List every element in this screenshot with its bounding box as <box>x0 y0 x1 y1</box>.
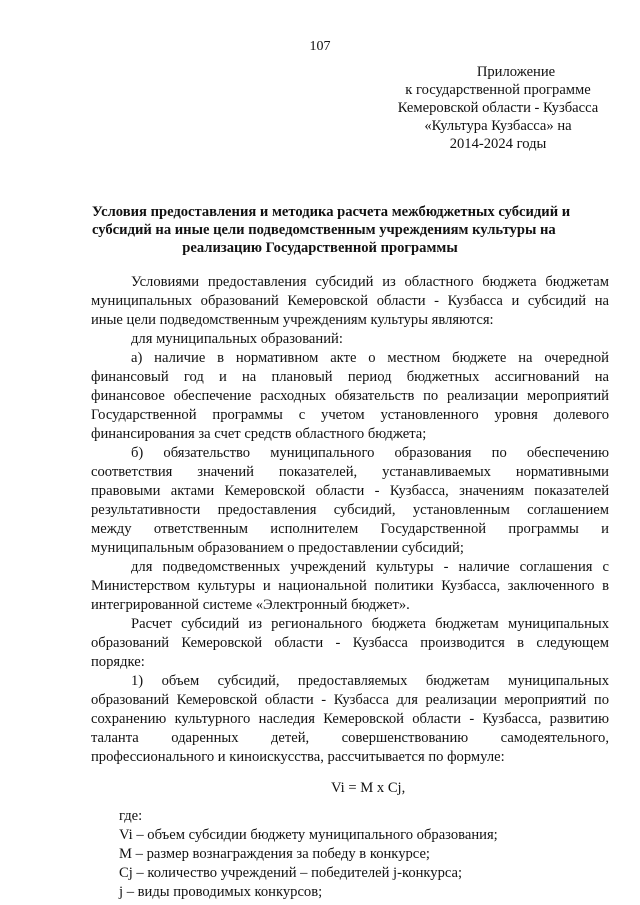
paragraph-line: порядке: <box>91 654 145 670</box>
paragraph-line: правовыми актами Кемеровской области - Кузбасса, значениям показателей <box>91 483 609 499</box>
definition-item: j – виды проводимых конкурсов; <box>119 884 323 900</box>
paragraph-line: образований Кемеровской области - Кузбасса производится в следующем <box>91 635 609 651</box>
paragraph-line: муниципальных образований Кемеровской области - Кузбасса и субсидий на <box>91 293 609 309</box>
paragraph-line: интегрированной системе «Электронный бюджет». <box>91 597 410 613</box>
paragraph-line: сохранению культурного наследия Кемеровской области - Кузбасса, развитию <box>91 711 609 727</box>
paragraph-line: для муниципальных образований: <box>131 331 343 347</box>
paragraph-line: результативности предоставления субсидий, установленным соглашением <box>91 502 609 518</box>
paragraph-line: 1) объем субсидий, предоставляемых бюджетам муниципальных <box>131 673 609 689</box>
definition-item: Vi – объем субсидии бюджету муниципального образования; <box>119 827 498 843</box>
page-number: 107 <box>309 39 331 54</box>
paragraph-line: профессионального и киноискусства, рассчитывается по формуле: <box>91 749 505 765</box>
definition-item: M – размер вознаграждения за победу в конкурсе; <box>119 846 430 862</box>
where-label: где: <box>119 808 143 824</box>
paragraph-line: финансирования за счет средств областного бюджета; <box>91 426 427 442</box>
paragraph-line: Государственной программы с учетом установленного уровня долевого <box>91 407 609 423</box>
paragraph-line: для подведомственных учреждений культуры - наличие соглашения с <box>131 559 609 575</box>
paragraph-line: Министерством культуры и национальной политики Кузбасса, заключенного в <box>91 578 609 594</box>
paragraph-line: образований Кемеровской области - Кузбасса для реализации мероприятий по <box>91 692 609 708</box>
document-body <box>91 273 609 902</box>
paragraph-line: таланта одаренных детей, совершенствованию самодеятельного, <box>91 730 609 746</box>
definition-item: Cj – количество учреждений – победителей j-конкурса; <box>119 865 463 881</box>
appendix-line: 2014-2024 годы <box>449 136 547 152</box>
appendix-line: «Культура Кузбасса» на <box>424 118 572 134</box>
formula: Vi = M x Cj, <box>331 780 406 796</box>
paragraph-line: иные цели подведомственным учреждениям культуры являются: <box>91 312 494 328</box>
paragraph-line: Условиями предоставления субсидий из областного бюджета бюджетам <box>131 274 609 290</box>
paragraph-line: б) обязательство муниципального образования по обеспечению <box>131 445 609 461</box>
appendix-block <box>378 63 618 153</box>
document-title <box>92 203 571 257</box>
paragraph-line: Расчет субсидий из регионального бюджета бюджетам муниципальных <box>131 616 609 632</box>
appendix-line: к государственной программе <box>405 82 591 98</box>
paragraph-line: соответствия значений показателей, устанавливаемых нормативными <box>91 464 609 480</box>
title-line: субсидий на иные цели подведомственным учреждениям культуры на <box>92 222 556 238</box>
appendix-line: Кемеровской области - Кузбасса <box>397 100 599 116</box>
paragraph-line: финансовое обеспечение расходных обязательств по реализации мероприятий <box>91 388 609 404</box>
paragraph-line: а) наличие в нормативном акте о местном бюджете на очередной <box>131 350 609 366</box>
paragraph-line: между ответственным исполнителем Государственной программы и <box>91 521 609 537</box>
title-line: Условия предоставления и методика расчета межбюджетных субсидий и <box>92 204 571 220</box>
title-line: реализацию Государственной программы <box>182 240 458 256</box>
paragraph-line: муниципальным образованием о предоставлении субсидий; <box>91 540 464 556</box>
paragraph-line: финансовый год и на плановый период бюджетных ассигнований на <box>91 369 609 385</box>
appendix-line: Приложение <box>476 64 556 80</box>
